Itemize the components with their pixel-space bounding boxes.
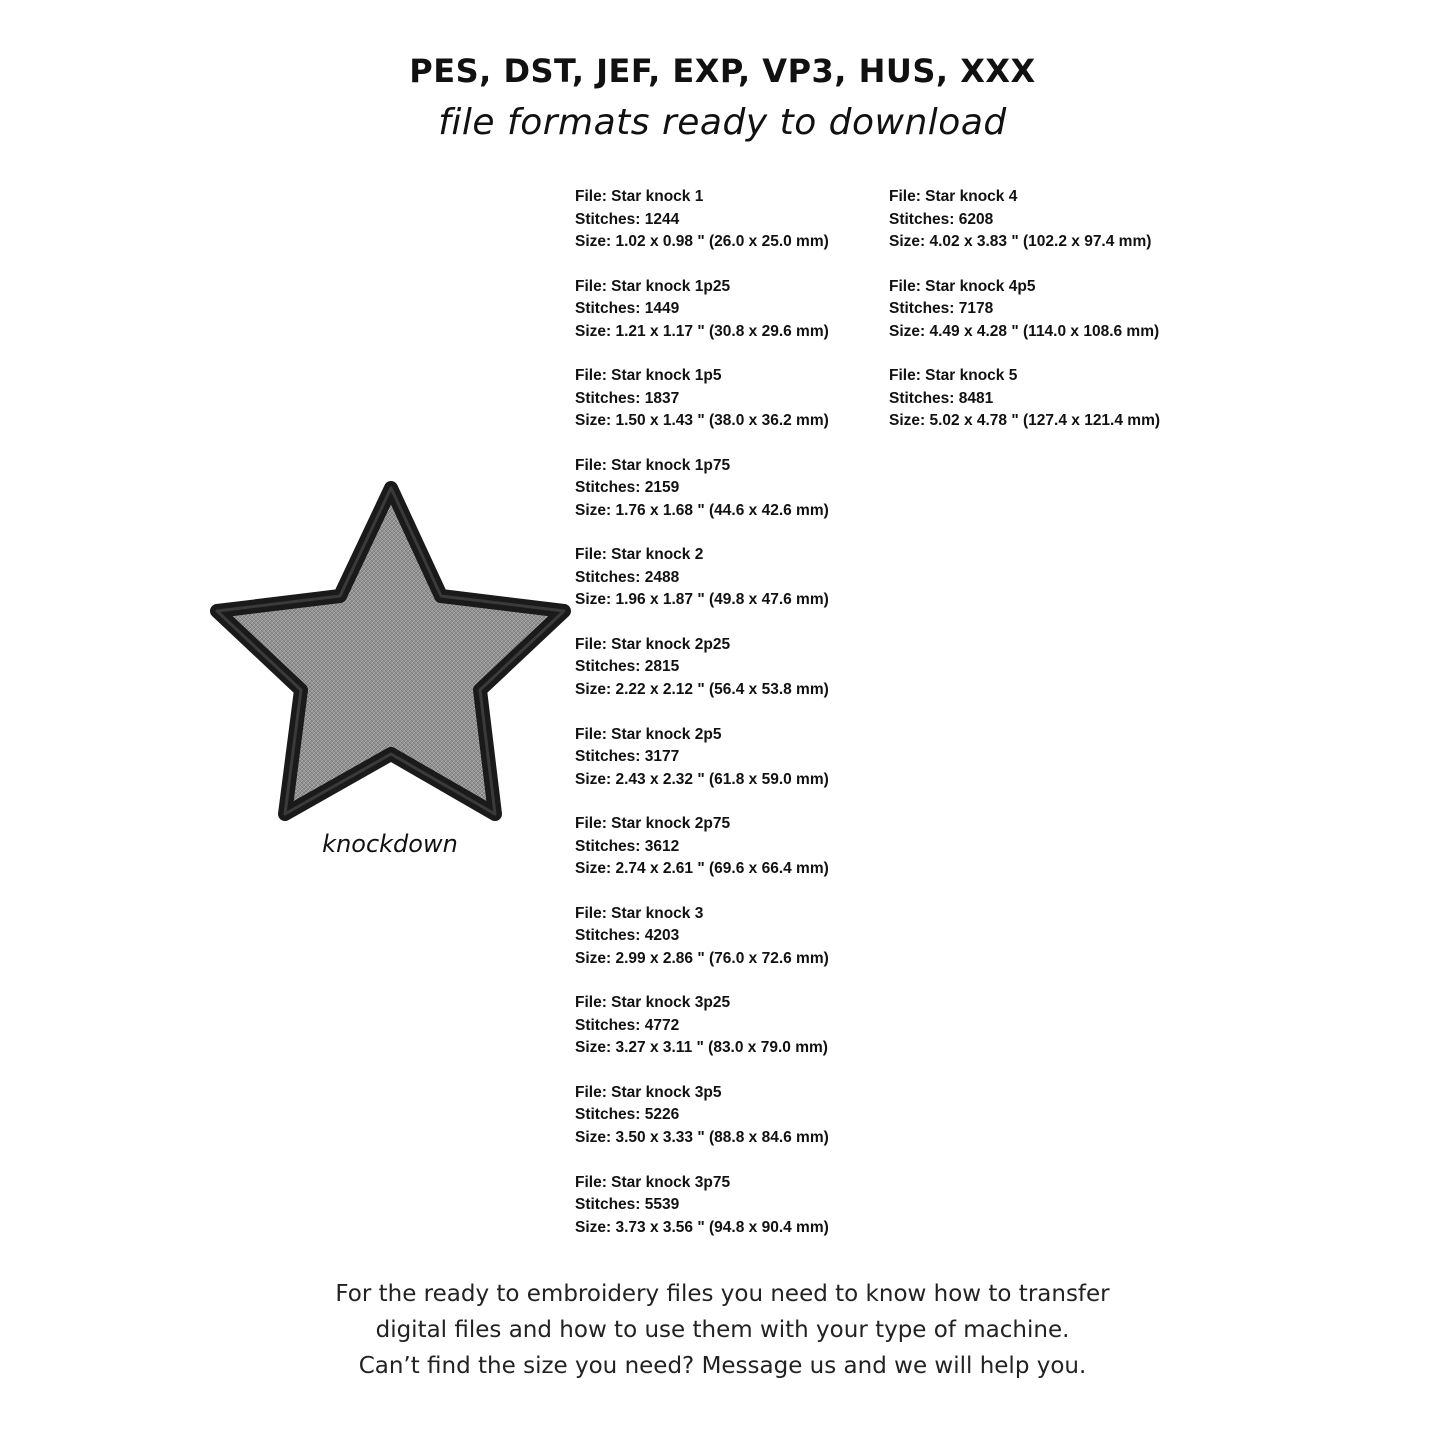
file-entry-size: Size: 5.02 x 4.78 " (127.4 x 121.4 mm)	[889, 412, 1161, 430]
star-caption: knockdown	[322, 830, 458, 858]
footer-line-1: For the ready to embroidery files you need to know how to transfer	[335, 1281, 1110, 1307]
formats-subtitle: file formats ready to download	[438, 102, 1007, 143]
file-entry-size: Size: 2.99 x 2.86 " (76.0 x 72.6 mm)	[575, 949, 829, 967]
star-knockdown-image	[205, 478, 575, 828]
file-entry-file: File: Star knock 4	[889, 188, 1018, 205]
file-entry-stitches: Stitches: 3612	[575, 837, 680, 855]
file-entry	[575, 455, 895, 545]
file-entry-file: File: Star knock 1	[575, 188, 704, 205]
file-entry-size: Size: 2.43 x 2.32 " (61.8 x 59.0 mm)	[575, 770, 829, 788]
file-entry	[575, 186, 895, 276]
file-entry-stitches: Stitches: 5539	[575, 1196, 680, 1214]
file-entry	[575, 1082, 895, 1172]
file-entry-file: File: Star knock 1p25	[575, 277, 731, 295]
file-entry-file: File: Star knock 4p5	[889, 277, 1036, 295]
file-entry-stitches: Stitches: 7178	[889, 300, 994, 318]
file-entry-file: File: Star knock 2	[575, 546, 704, 564]
star-shape	[217, 488, 564, 814]
file-entry-stitches: Stitches: 2488	[575, 568, 680, 586]
file-entry-file: File: Star knock 3	[575, 904, 704, 922]
file-entry	[889, 186, 1209, 276]
file-entry-file: File: Star knock 3p5	[575, 1083, 722, 1101]
file-entry-stitches: Stitches: 1837	[575, 389, 680, 407]
file-entry-size: Size: 4.49 x 4.28 " (114.0 x 108.6 mm)	[889, 322, 1160, 340]
file-entry-size: Size: 2.74 x 2.61 " (69.6 x 66.4 mm)	[575, 860, 829, 878]
file-list-right	[889, 186, 1209, 455]
footer-line-2: digital files and how to use them with your type of machine.	[375, 1317, 1070, 1343]
file-entry-size: Size: 1.96 x 1.87 " (49.8 x 47.6 mm)	[575, 591, 829, 609]
file-entry-stitches: Stitches: 1449	[575, 300, 680, 318]
file-entry	[889, 365, 1209, 455]
file-entry-stitches: Stitches: 3177	[575, 748, 680, 766]
file-entry	[575, 544, 895, 634]
file-entry-stitches: Stitches: 8481	[889, 389, 994, 407]
file-entry-stitches: Stitches: 6208	[889, 210, 994, 228]
file-entry-size: Size: 4.02 x 3.83 " (102.2 x 97.4 mm)	[889, 233, 1152, 250]
file-entry-file: File: Star knock 1p75	[575, 456, 731, 474]
footer-line-3: Can’t find the size you need? Message us and we will help you.	[358, 1353, 1087, 1379]
file-entry	[575, 903, 895, 993]
file-entry-stitches: Stitches: 5226	[575, 1106, 680, 1124]
formats-heading: PES, DST, JEF, EXP, VP3, HUS, XXX	[409, 52, 1036, 90]
file-entry-file: File: Star knock 1p5	[575, 367, 722, 385]
file-entry-stitches: Stitches: 2815	[575, 658, 680, 676]
file-entry-size: Size: 1.02 x 0.98 " (26.0 x 25.0 mm)	[575, 233, 829, 250]
file-entry	[575, 634, 895, 724]
file-entry	[575, 365, 895, 455]
footer-note	[0, 1276, 1445, 1384]
file-entry-stitches: Stitches: 4772	[575, 1016, 680, 1034]
file-entry-size: Size: 3.27 x 3.11 " (83.0 x 79.0 mm)	[575, 1039, 828, 1057]
file-entry-file: File: Star knock 3p25	[575, 994, 731, 1012]
file-entry	[575, 813, 895, 903]
file-entry-size: Size: 3.50 x 3.33 " (88.8 x 84.6 mm)	[575, 1128, 829, 1146]
file-entry	[575, 724, 895, 814]
file-entry	[575, 276, 895, 366]
file-entry-size: Size: 2.22 x 2.12 " (56.4 x 53.8 mm)	[575, 680, 829, 698]
file-entry-stitches: Stitches: 4203	[575, 927, 680, 945]
file-entry	[575, 992, 895, 1082]
file-entry-stitches: Stitches: 2159	[575, 479, 680, 497]
file-entry-file: File: Star knock 2p75	[575, 815, 731, 833]
file-entry	[889, 276, 1209, 366]
file-entry-size: Size: 1.50 x 1.43 " (38.0 x 36.2 mm)	[575, 412, 829, 430]
file-entry-file: File: Star knock 5	[889, 367, 1018, 385]
file-entry-size: Size: 1.21 x 1.17 " (30.8 x 29.6 mm)	[575, 322, 829, 340]
file-entry-file: File: Star knock 2p25	[575, 635, 731, 653]
file-entry-file: File: Star knock 2p5	[575, 725, 722, 743]
file-entry-size: Size: 1.76 x 1.68 " (44.6 x 42.6 mm)	[575, 501, 829, 519]
file-entry-size: Size: 3.73 x 3.56 " (94.8 x 90.4 mm)	[575, 1218, 829, 1236]
file-entry-stitches: Stitches: 1244	[575, 210, 680, 228]
file-entry	[575, 1172, 895, 1262]
file-list-left	[575, 186, 895, 1261]
file-entry-file: File: Star knock 3p75	[575, 1173, 731, 1191]
